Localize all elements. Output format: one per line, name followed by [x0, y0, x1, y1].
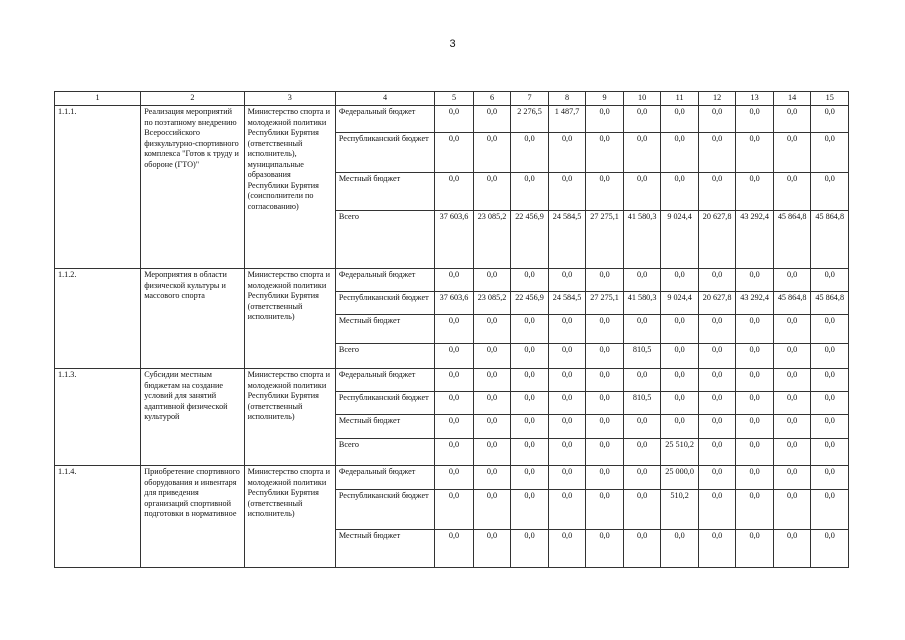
- value-cell: 0,0: [435, 415, 474, 439]
- item-code: 1.1.3.: [55, 369, 141, 466]
- value-cell: 510,2: [661, 490, 699, 530]
- value-cell: 0,0: [548, 392, 586, 415]
- value-cell: 0,0: [623, 269, 661, 292]
- funding-source: Федеральный бюджет: [335, 369, 434, 392]
- funding-source: Федеральный бюджет: [335, 106, 434, 133]
- value-cell: 43 292,4: [736, 211, 774, 269]
- value-cell: 0,0: [736, 106, 774, 133]
- value-cell: 0,0: [548, 466, 586, 490]
- value-cell: 0,0: [623, 490, 661, 530]
- value-cell: 0,0: [623, 369, 661, 392]
- value-cell: 0,0: [548, 530, 586, 568]
- value-cell: 0,0: [435, 173, 474, 211]
- value-cell: 0,0: [811, 369, 849, 392]
- value-cell: 0,0: [586, 530, 624, 568]
- table-row: [55, 269, 849, 292]
- table-row: [55, 369, 849, 392]
- item-code: 1.1.2.: [55, 269, 141, 369]
- value-cell: 0,0: [586, 106, 624, 133]
- table-row: [55, 466, 849, 490]
- value-cell: 22 456,9: [511, 211, 549, 269]
- value-cell: 0,0: [811, 439, 849, 466]
- value-cell: 0,0: [698, 439, 736, 466]
- header-cell: 3: [244, 92, 335, 106]
- value-cell: 0,0: [623, 173, 661, 211]
- value-cell: 0,0: [473, 392, 511, 415]
- value-cell: 45 864,8: [773, 211, 811, 269]
- header-cell: 1: [55, 92, 141, 106]
- value-cell: 0,0: [661, 530, 699, 568]
- value-cell: 0,0: [661, 133, 699, 173]
- value-cell: 0,0: [473, 133, 511, 173]
- value-cell: 27 275,1: [586, 292, 624, 315]
- header-cell: 2: [141, 92, 244, 106]
- value-cell: 0,0: [661, 344, 699, 369]
- value-cell: 0,0: [698, 369, 736, 392]
- value-cell: 0,0: [511, 269, 549, 292]
- item-title: Субсидии местным бюджетам на создание условий для занятий адаптивной физической культурой: [141, 369, 244, 466]
- funding-source: Местный бюджет: [335, 415, 434, 439]
- funding-source: Местный бюджет: [335, 530, 434, 568]
- header-cell: 5: [435, 92, 474, 106]
- value-cell: 0,0: [511, 490, 549, 530]
- value-cell: 0,0: [773, 392, 811, 415]
- value-cell: 0,0: [511, 466, 549, 490]
- value-cell: 45 864,8: [811, 211, 849, 269]
- value-cell: 0,0: [773, 466, 811, 490]
- table-row: [55, 106, 849, 133]
- header-cell: 6: [473, 92, 511, 106]
- value-cell: 41 580,3: [623, 292, 661, 315]
- value-cell: 0,0: [811, 490, 849, 530]
- value-cell: 0,0: [773, 133, 811, 173]
- value-cell: 0,0: [811, 106, 849, 133]
- item-title: Реализация мероприятий по поэтапному внедрению Всероссийского физкультурно-спортивного комплекса "Готов к труду и обороне (ГТО)": [141, 106, 244, 269]
- value-cell: 0,0: [548, 133, 586, 173]
- value-cell: 0,0: [661, 415, 699, 439]
- value-cell: 0,0: [773, 369, 811, 392]
- value-cell: 0,0: [435, 133, 474, 173]
- value-cell: 0,0: [773, 439, 811, 466]
- value-cell: 0,0: [698, 392, 736, 415]
- value-cell: 37 603,6: [435, 292, 474, 315]
- value-cell: 0,0: [661, 315, 699, 344]
- value-cell: 0,0: [511, 344, 549, 369]
- value-cell: 0,0: [473, 439, 511, 466]
- value-cell: 810,5: [623, 392, 661, 415]
- value-cell: 0,0: [586, 344, 624, 369]
- funding-source: Республиканский бюджет: [335, 133, 434, 173]
- value-cell: 23 085,2: [473, 211, 511, 269]
- value-cell: 0,0: [586, 439, 624, 466]
- value-cell: 0,0: [623, 133, 661, 173]
- value-cell: 0,0: [736, 392, 774, 415]
- value-cell: 0,0: [736, 415, 774, 439]
- value-cell: 0,0: [698, 490, 736, 530]
- value-cell: 0,0: [511, 415, 549, 439]
- value-cell: 0,0: [586, 269, 624, 292]
- item-title: Приобретение спортивного оборудования и инвентаря для приведения организаций спортивной подготовки в нормативное: [141, 466, 244, 568]
- value-cell: 9 024,4: [661, 292, 699, 315]
- value-cell: 0,0: [548, 173, 586, 211]
- value-cell: 0,0: [661, 392, 699, 415]
- funding-source: Всего: [335, 344, 434, 369]
- value-cell: 0,0: [473, 530, 511, 568]
- value-cell: 0,0: [586, 466, 624, 490]
- value-cell: 0,0: [698, 315, 736, 344]
- budget-table: [54, 91, 849, 568]
- value-cell: 0,0: [473, 415, 511, 439]
- value-cell: 0,0: [586, 369, 624, 392]
- value-cell: 810,5: [623, 344, 661, 369]
- item-title: Мероприятия в области физической культуры и массового спорта: [141, 269, 244, 369]
- value-cell: 0,0: [811, 315, 849, 344]
- value-cell: 0,0: [698, 173, 736, 211]
- value-cell: 0,0: [473, 315, 511, 344]
- value-cell: 0,0: [736, 466, 774, 490]
- value-cell: 45 864,8: [811, 292, 849, 315]
- value-cell: 0,0: [473, 106, 511, 133]
- value-cell: 0,0: [811, 133, 849, 173]
- value-cell: 25 000,0: [661, 466, 699, 490]
- value-cell: 0,0: [698, 106, 736, 133]
- value-cell: 0,0: [435, 466, 474, 490]
- value-cell: 20 627,8: [698, 292, 736, 315]
- funding-source: Местный бюджет: [335, 173, 434, 211]
- value-cell: 0,0: [736, 530, 774, 568]
- value-cell: 0,0: [435, 315, 474, 344]
- header-cell: 15: [811, 92, 849, 106]
- funding-source: Республиканский бюджет: [335, 392, 434, 415]
- value-cell: 0,0: [698, 530, 736, 568]
- value-cell: 0,0: [623, 106, 661, 133]
- header-cell: 9: [586, 92, 624, 106]
- header-cell: 11: [661, 92, 699, 106]
- item-executor: Министерство спорта и молодежной политики Республики Бурятия (ответственный исполнитель): [244, 269, 335, 369]
- value-cell: 25 510,2: [661, 439, 699, 466]
- value-cell: 0,0: [435, 392, 474, 415]
- value-cell: 0,0: [511, 530, 549, 568]
- value-cell: 0,0: [736, 490, 774, 530]
- value-cell: 0,0: [586, 315, 624, 344]
- funding-source: Всего: [335, 211, 434, 269]
- value-cell: 9 024,4: [661, 211, 699, 269]
- value-cell: 0,0: [736, 369, 774, 392]
- value-cell: 0,0: [511, 315, 549, 344]
- value-cell: 0,0: [548, 269, 586, 292]
- value-cell: 24 584,5: [548, 211, 586, 269]
- value-cell: 0,0: [698, 466, 736, 490]
- value-cell: 0,0: [773, 106, 811, 133]
- value-cell: 0,0: [473, 173, 511, 211]
- value-cell: 0,0: [473, 344, 511, 369]
- value-cell: 0,0: [473, 369, 511, 392]
- value-cell: 0,0: [586, 490, 624, 530]
- funding-source: Федеральный бюджет: [335, 466, 434, 490]
- value-cell: 0,0: [623, 530, 661, 568]
- value-cell: 0,0: [773, 344, 811, 369]
- value-cell: 0,0: [811, 530, 849, 568]
- item-code: 1.1.4.: [55, 466, 141, 568]
- value-cell: 0,0: [473, 269, 511, 292]
- value-cell: 0,0: [435, 490, 474, 530]
- value-cell: 23 085,2: [473, 292, 511, 315]
- value-cell: 0,0: [623, 315, 661, 344]
- value-cell: 0,0: [548, 315, 586, 344]
- item-executor: Министерство спорта и молодежной политики Республики Бурятия (ответственный исполнитель), муниципальные образования Республики Бурятия (соисполнители по согласованию): [244, 106, 335, 269]
- value-cell: 0,0: [435, 369, 474, 392]
- value-cell: 0,0: [811, 269, 849, 292]
- page-number: 3: [449, 38, 456, 50]
- value-cell: 0,0: [661, 173, 699, 211]
- value-cell: 27 275,1: [586, 211, 624, 269]
- value-cell: 0,0: [548, 490, 586, 530]
- value-cell: 0,0: [698, 344, 736, 369]
- table-body: [55, 92, 849, 568]
- item-executor: Министерство спорта и молодежной политики Республики Бурятия (ответственный исполнитель): [244, 369, 335, 466]
- header-cell: 13: [736, 92, 774, 106]
- value-cell: 0,0: [661, 106, 699, 133]
- value-cell: 0,0: [511, 173, 549, 211]
- value-cell: 0,0: [473, 466, 511, 490]
- value-cell: 24 584,5: [548, 292, 586, 315]
- value-cell: 20 627,8: [698, 211, 736, 269]
- value-cell: 0,0: [811, 466, 849, 490]
- value-cell: 0,0: [736, 133, 774, 173]
- header-cell: 4: [335, 92, 434, 106]
- value-cell: 0,0: [435, 439, 474, 466]
- value-cell: 0,0: [548, 439, 586, 466]
- value-cell: 0,0: [661, 269, 699, 292]
- value-cell: 37 603,6: [435, 211, 474, 269]
- funding-source: Местный бюджет: [335, 315, 434, 344]
- value-cell: 43 292,4: [736, 292, 774, 315]
- value-cell: 2 276,5: [511, 106, 549, 133]
- header-cell: 10: [623, 92, 661, 106]
- value-cell: 0,0: [511, 369, 549, 392]
- value-cell: 0,0: [736, 269, 774, 292]
- value-cell: 0,0: [736, 439, 774, 466]
- header-cell: 12: [698, 92, 736, 106]
- value-cell: 0,0: [736, 344, 774, 369]
- value-cell: 0,0: [548, 415, 586, 439]
- value-cell: 0,0: [586, 133, 624, 173]
- value-cell: 0,0: [773, 530, 811, 568]
- value-cell: 0,0: [811, 173, 849, 211]
- funding-source: Республиканский бюджет: [335, 292, 434, 315]
- header-cell: 14: [773, 92, 811, 106]
- value-cell: 0,0: [435, 344, 474, 369]
- value-cell: 0,0: [435, 269, 474, 292]
- funding-source: Федеральный бюджет: [335, 269, 434, 292]
- value-cell: 0,0: [548, 344, 586, 369]
- value-cell: 0,0: [586, 415, 624, 439]
- value-cell: 0,0: [586, 173, 624, 211]
- value-cell: 41 580,3: [623, 211, 661, 269]
- funding-source: Всего: [335, 439, 434, 466]
- value-cell: 0,0: [623, 439, 661, 466]
- value-cell: 0,0: [511, 439, 549, 466]
- value-cell: 0,0: [586, 392, 624, 415]
- value-cell: 0,0: [773, 173, 811, 211]
- value-cell: 0,0: [773, 490, 811, 530]
- value-cell: 0,0: [698, 133, 736, 173]
- value-cell: 0,0: [435, 106, 474, 133]
- funding-source: Республиканский бюджет: [335, 490, 434, 530]
- value-cell: 22 456,9: [511, 292, 549, 315]
- value-cell: 0,0: [811, 344, 849, 369]
- value-cell: 0,0: [548, 369, 586, 392]
- header-row: [55, 92, 849, 106]
- value-cell: 0,0: [511, 392, 549, 415]
- value-cell: 0,0: [736, 315, 774, 344]
- value-cell: 0,0: [698, 269, 736, 292]
- value-cell: 1 487,7: [548, 106, 586, 133]
- value-cell: 0,0: [811, 392, 849, 415]
- value-cell: 0,0: [698, 415, 736, 439]
- value-cell: 0,0: [511, 133, 549, 173]
- item-executor: Министерство спорта и молодежной политики Республики Бурятия (ответственный исполнитель): [244, 466, 335, 568]
- value-cell: 0,0: [773, 415, 811, 439]
- item-code: 1.1.1.: [55, 106, 141, 269]
- value-cell: 0,0: [435, 530, 474, 568]
- value-cell: 0,0: [623, 415, 661, 439]
- value-cell: 0,0: [473, 490, 511, 530]
- header-cell: 7: [511, 92, 549, 106]
- value-cell: 0,0: [623, 466, 661, 490]
- value-cell: 0,0: [773, 269, 811, 292]
- header-cell: 8: [548, 92, 586, 106]
- value-cell: 0,0: [811, 415, 849, 439]
- value-cell: 0,0: [773, 315, 811, 344]
- value-cell: 0,0: [661, 369, 699, 392]
- value-cell: 0,0: [736, 173, 774, 211]
- value-cell: 45 864,8: [773, 292, 811, 315]
